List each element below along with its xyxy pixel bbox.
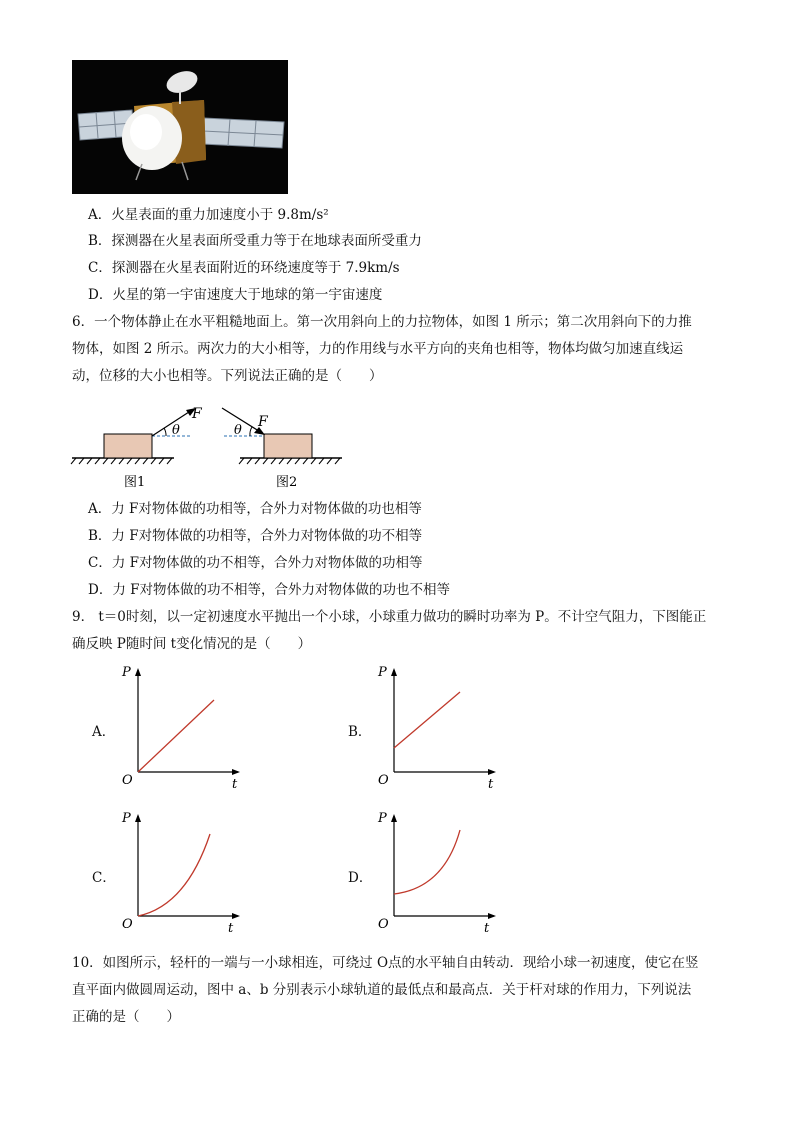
graph-c-origin-label: O [122,917,133,932]
graph-c-x-label: t [228,921,234,936]
graph-a-y-label: P [122,665,131,680]
graph-d-curve [394,830,460,894]
fig2-block [264,434,312,458]
q9-stem-line-2: 确反映 P随时间 t变化情况的是（ ） [72,636,312,652]
q6-force-figure [68,400,358,492]
q6-option-a: A．力 F对物体做的功相等，合外力对物体做的功也相等 [88,501,422,517]
q9-option-b-label: B． [348,724,372,740]
graph-c-curve [138,834,210,916]
q9-option-d-label: D． [348,870,373,886]
graph-b-x-label: t [488,777,494,790]
graph-d-x-label: t [484,921,490,936]
q9-option-a-label: A． [92,724,116,740]
graph-b-origin-label: O [378,773,389,788]
q10-stem-line-1: 10．如图所示，轻杆的一端与一小球相连，可绕过 O点的水平轴自由转动．现给小球一初速度，使它在竖 [72,955,699,971]
fig2-force-arrow [222,408,262,433]
q9-graph-b [372,660,502,790]
q5-option-b: B．探测器在火星表面所受重力等于在地球表面所受重力 [88,233,422,249]
graph-b-curve [394,692,460,748]
fig1-block [104,434,152,458]
q6-stem-line-1: 6．一个物体静止在水平粗糙地面上。第一次用斜向上的力拉物体，如图 1 所示；第二次用斜向下的力推 [72,314,692,330]
graph-c-y-label: P [122,811,131,826]
graph-a-x-label: t [232,777,238,790]
graph-b-y-label: P [378,665,387,680]
q6-option-b: B．力 F对物体做的功相等，合外力对物体做的功不相等 [88,528,423,544]
q5-option-a: A．火星表面的重力加速度小于 9.8m/s² [88,207,329,223]
q9-option-c-label: C． [92,870,116,886]
fig1-force-label: F [192,406,202,422]
q9-stem-line-1: 9． t＝0时刻，以一定初速度水平抛出一个小球，小球重力做功的瞬时功率为 P。不计空气阻力，下图能正 [72,609,707,625]
fig1-caption: 图1 [124,475,146,490]
q6-stem-line-2: 物体，如图 2 所示。两次力的大小相等，力的作用线与水平方向的夹角也相等，物体均做匀加速直线运 [72,341,684,357]
q9-graph-d [372,806,502,936]
graph-d-y-label: P [378,811,387,826]
fig2-caption: 图2 [276,475,298,490]
graph-a-origin-label: O [122,773,133,788]
q9-graph-a [116,660,246,790]
q10-stem-line-2: 直平面内做圆周运动，图中 a、b 分别表示小球轨道的最低点和最高点．关于杆对球的作用力，下列说法 [72,982,692,998]
graph-a-curve [138,700,214,772]
q5-option-d: D．火星的第一宇宙速度大于地球的第一宇宙速度 [88,287,383,303]
q9-graph-c [116,806,246,936]
graph-d-origin-label: O [378,917,389,932]
q6-option-d: D．力 F对物体做的功不相等，合外力对物体做的功也不相等 [88,582,450,598]
q6-stem-line-3: 动，位移的大小也相等。下列说法正确的是（ ） [72,368,383,384]
fig1-angle-label: θ [172,423,180,438]
q5-option-c: C．探测器在火星表面附近的环绕速度等于 7.9km/s [88,260,400,276]
fig2-force-label: F [258,414,268,430]
fig2-angle-label: θ [234,423,242,438]
q6-option-c: C．力 F对物体做的功不相等，合外力对物体做的功相等 [88,555,423,571]
probe-photo [72,60,288,194]
q10-stem-line-3: 正确的是（ ） [72,1009,180,1025]
